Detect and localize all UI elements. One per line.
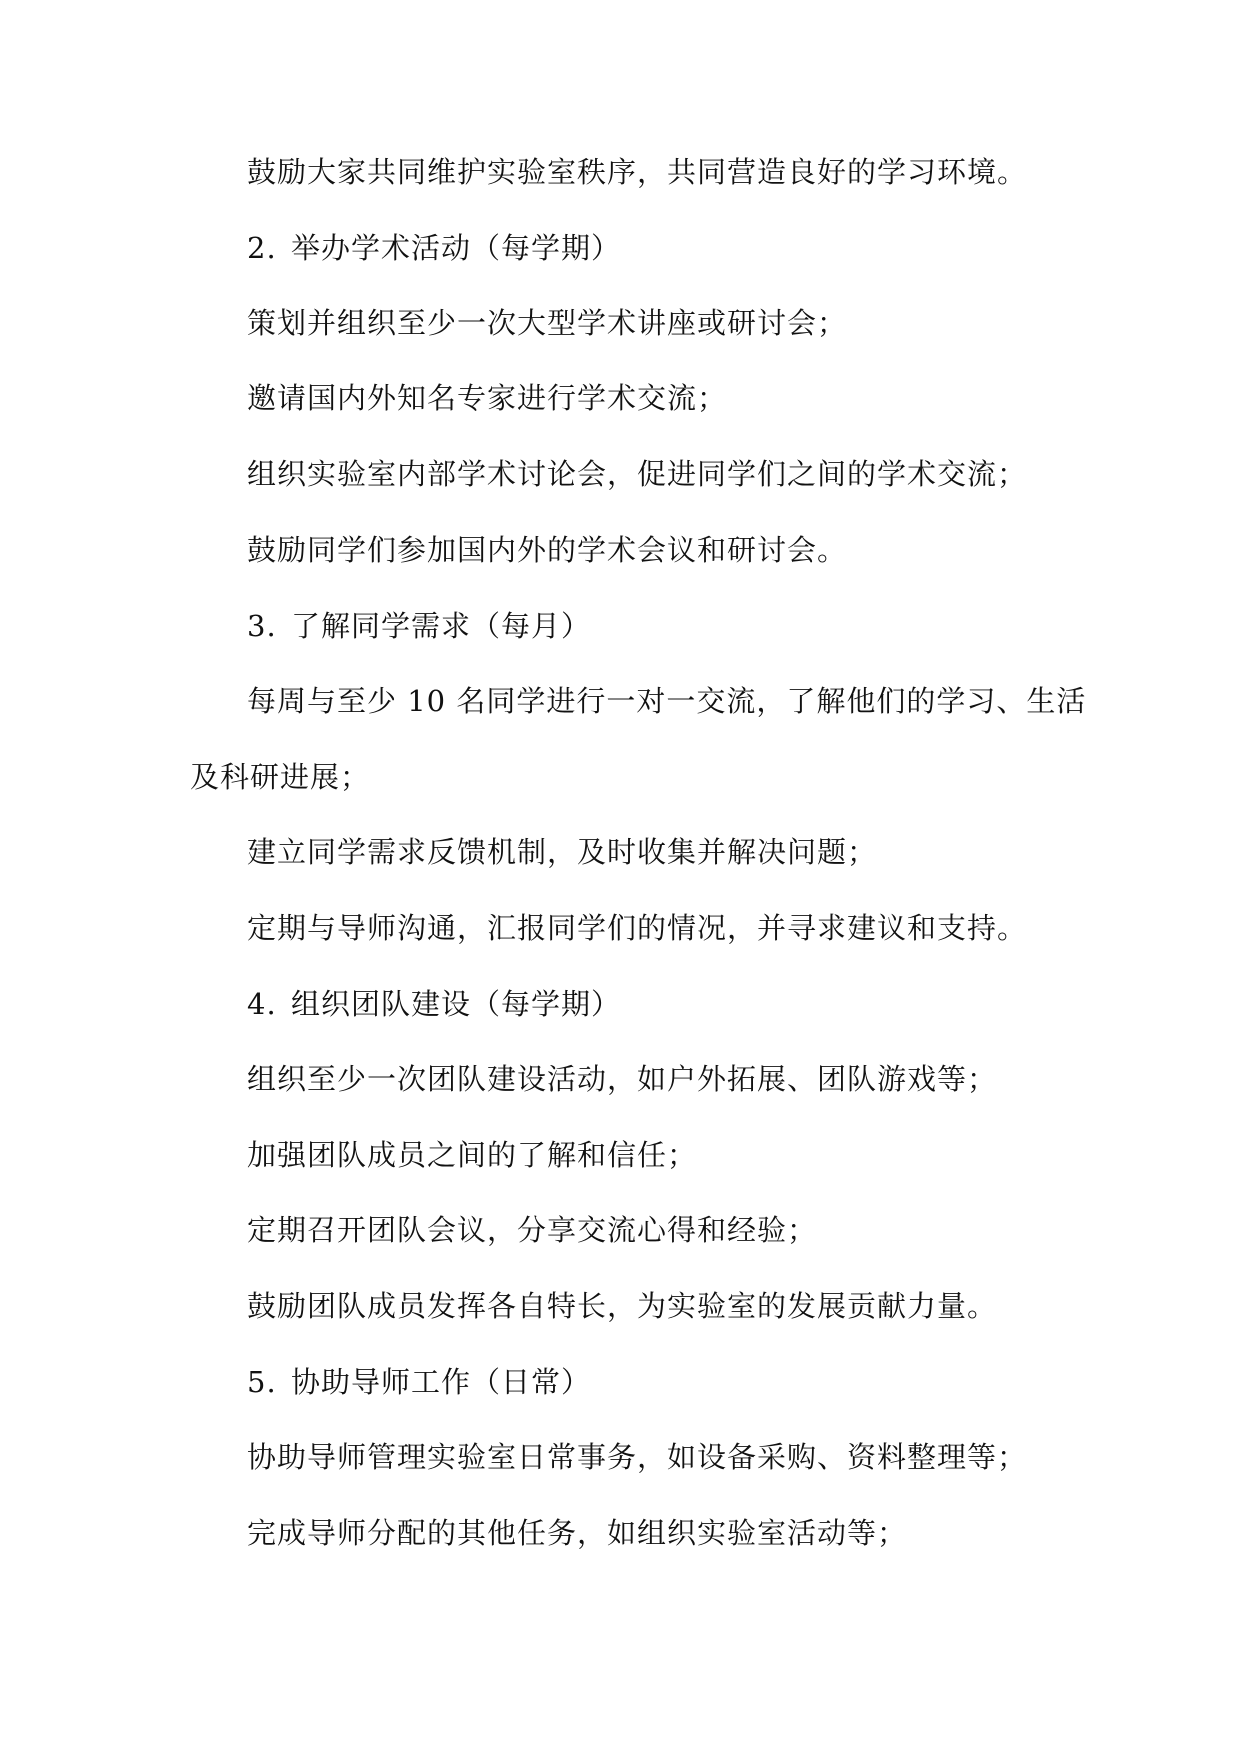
paragraph-line: 鼓励团队成员发挥各自特长，为实验室的发展贡献力量。 [247,1289,998,1323]
paragraph-line: 每周与至少 10 名同学进行一对一交流，了解他们的学习、生活 [247,684,1087,718]
paragraph-line: 鼓励同学们参加国内外的学术会议和研讨会。 [247,533,848,567]
section-number: 4. [247,987,277,1021]
paragraph-line: 组织至少一次团队建设活动，如户外拓展、团队游戏等； [247,1062,998,1096]
paragraph-line: 鼓励大家共同维护实验室秩序，共同营造良好的学习环境。 [247,155,1028,189]
section-heading-5 [247,1362,591,1402]
paragraph-line: 邀请国内外知名专家进行学术交流； [247,381,728,415]
section-heading-4 [247,984,621,1024]
paragraph-line: 完成导师分配的其他任务，如组织实验室活动等； [247,1516,908,1550]
paragraph-line: 协助导师管理实验室日常事务，如设备采购、资料整理等； [247,1440,1028,1474]
paragraph-line: 定期与导师沟通，汇报同学们的情况，并寻求建议和支持。 [247,911,1028,945]
paragraph-line: 定期召开团队会议，分享交流心得和经验； [247,1213,818,1247]
paragraph-line: 组织实验室内部学术讨论会，促进同学们之间的学术交流； [247,457,1028,491]
paragraph-line: 策划并组织至少一次大型学术讲座或研讨会； [247,306,848,340]
section-title: 组织团队建设（每学期） [291,987,622,1021]
section-title: 协助导师工作（日常） [291,1365,592,1399]
section-heading-3 [247,606,591,646]
section-number: 5. [247,1365,277,1399]
section-title: 了解同学需求（每月） [291,609,592,643]
section-number: 3. [247,609,277,643]
section-heading-2 [247,228,621,268]
paragraph-line: 加强团队成员之间的了解和信任； [247,1138,698,1172]
paragraph-line: 建立同学需求反馈机制，及时收集并解决问题； [247,835,878,869]
section-number: 2. [247,231,277,265]
paragraph-line: 及科研进展； [190,760,371,794]
section-title: 举办学术活动（每学期） [291,231,622,265]
